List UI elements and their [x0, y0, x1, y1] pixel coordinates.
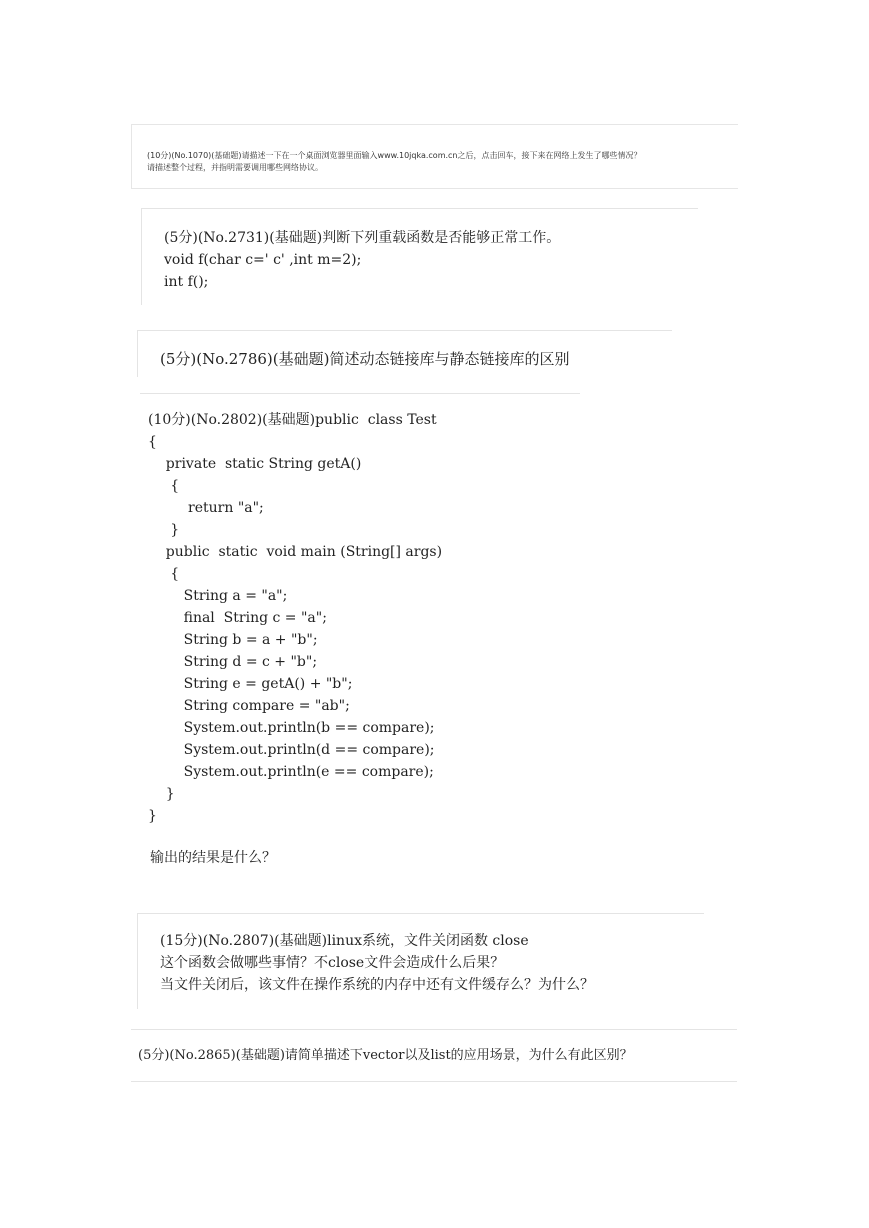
code-line: } [148, 808, 157, 824]
code-line: String a = "a"; [148, 588, 288, 604]
code-line: return "a"; [148, 500, 264, 516]
question-2731 [141, 208, 698, 305]
question-2807-line-2: 这个函数会做哪些事情？不close文件会造成什么后果？ [160, 955, 505, 971]
code-line: } [148, 786, 175, 802]
question-2731-title: (5分)(No.2731)(基础题)判断下列重载函数是否能够正常工作。 [164, 230, 561, 246]
code-line: String b = a + "b"; [148, 632, 318, 648]
question-2802-output-prompt: 输出的结果是什么？ [150, 850, 276, 866]
code-line: String e = getA() + "b"; [148, 676, 353, 692]
question-1070 [131, 124, 738, 189]
code-line: (10分)(No.2802)(基础题)public class Test [148, 412, 437, 428]
question-2802-divider [140, 393, 580, 394]
question-2865 [131, 1029, 737, 1082]
question-2786 [137, 330, 672, 377]
code-line: public static void main (String[] args) [148, 544, 443, 560]
question-2786-title: (5分)(No.2786)(基础题)简述动态链接库与静态链接库的区别 [160, 350, 570, 368]
question-1070-line-1: (10分)(No.1070)(基础题)请描述一下在一个桌面浏览器里面输入www.10jqka.com.cn之后，点击回车，接下来在网络上发生了哪些情况？ [147, 151, 642, 160]
code-line: { [148, 434, 157, 450]
code-line: { [148, 566, 180, 582]
question-2807-line-3: 当文件关闭后，该文件在操作系统的内存中还有文件缓存么？为什么？ [160, 977, 594, 993]
question-2807 [137, 913, 704, 1009]
code-line: final String c = "a"; [148, 610, 327, 626]
question-2731-code-line-2: int f(); [164, 274, 209, 290]
question-2731-code-line-1: void f(char c=' c' ,int m=2); [164, 252, 362, 268]
code-line: String d = c + "b"; [148, 654, 318, 670]
code-line: String compare = "ab"; [148, 698, 350, 714]
code-line: System.out.println(d == compare); [148, 742, 435, 758]
question-2802-code [148, 409, 442, 827]
code-line: System.out.println(e == compare); [148, 764, 434, 780]
question-2807-line-1: (15分)(No.2807)(基础题)linux系统，文件关闭函数 close [160, 933, 529, 949]
code-line: { [148, 478, 180, 494]
code-line: System.out.println(b == compare); [148, 720, 435, 736]
question-1070-line-2: 请描述整个过程，并指明需要调用哪些网络协议。 [147, 163, 323, 172]
code-line: private static String getA() [148, 456, 362, 472]
code-line: } [148, 522, 180, 538]
question-2865-title: (5分)(No.2865)(基础题)请简单描述下vector以及list的应用场景，为什么有此区别？ [138, 1048, 633, 1063]
